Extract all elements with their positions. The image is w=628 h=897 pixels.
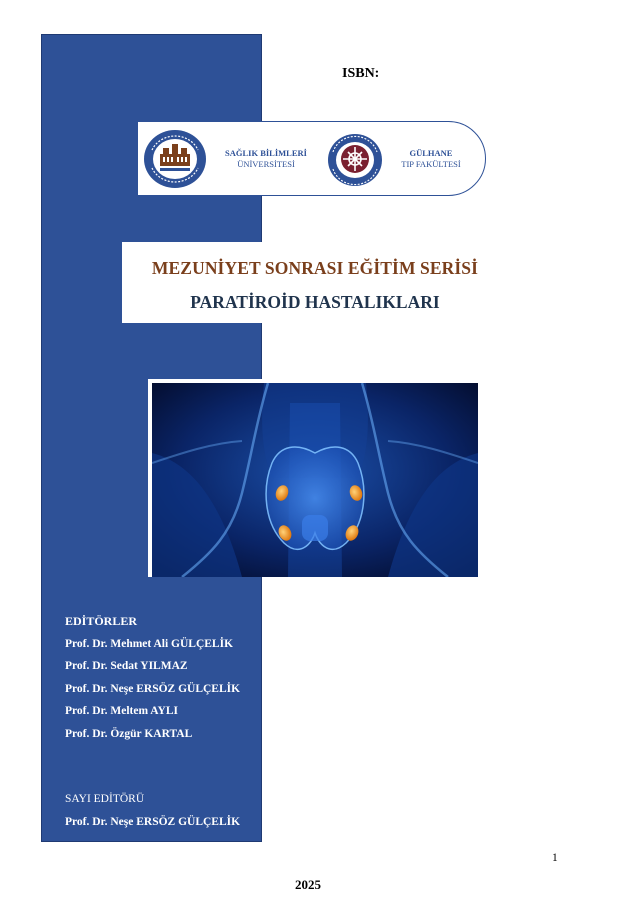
faculty-name bbox=[390, 148, 472, 170]
university-seal-icon bbox=[142, 128, 208, 190]
publication-year: 2025 bbox=[295, 877, 321, 892]
issue-editor-heading: SAYI EDİTÖRÜ bbox=[65, 793, 145, 805]
page-number: 1 bbox=[552, 852, 558, 864]
editor-name: Prof. Dr. Özgür KARTAL bbox=[65, 727, 193, 740]
institution-logo-band bbox=[137, 121, 486, 196]
editors-section bbox=[65, 610, 240, 746]
editors-heading: EDİTÖRLER bbox=[65, 614, 138, 628]
issue-editor-section bbox=[65, 788, 240, 833]
university-name-line2: ÜNİVERSİTESİ bbox=[237, 159, 295, 169]
title-band bbox=[122, 242, 508, 323]
university-name bbox=[216, 148, 316, 170]
issue-editor-name: Prof. Dr. Neşe ERSÖZ GÜLÇELİK bbox=[65, 815, 241, 828]
faculty-seal-icon bbox=[326, 132, 384, 188]
book-title: PARATİROİD HASTALIKLARI bbox=[190, 292, 440, 312]
isbn-label: ISBN: bbox=[342, 66, 380, 81]
editor-name: Prof. Dr. Mehmet Ali GÜLÇELİK bbox=[65, 637, 234, 650]
thyroid-illustration bbox=[152, 383, 478, 577]
university-name-line1: SAĞLIK BİLİMLERİ bbox=[225, 148, 307, 158]
editor-name: Prof. Dr. Sedat YILMAZ bbox=[65, 660, 188, 673]
faculty-name-line1: GÜLHANE bbox=[409, 148, 453, 158]
faculty-name-line2: TIP FAKÜLTESİ bbox=[401, 159, 461, 169]
editor-name: Prof. Dr. Neşe ERSÖZ GÜLÇELİK bbox=[65, 682, 241, 695]
editor-name: Prof. Dr. Meltem AYLI bbox=[65, 705, 178, 718]
cover-illustration bbox=[148, 379, 478, 577]
series-title: MEZUNİYET SONRASI EĞİTİM SERİSİ bbox=[151, 258, 479, 278]
